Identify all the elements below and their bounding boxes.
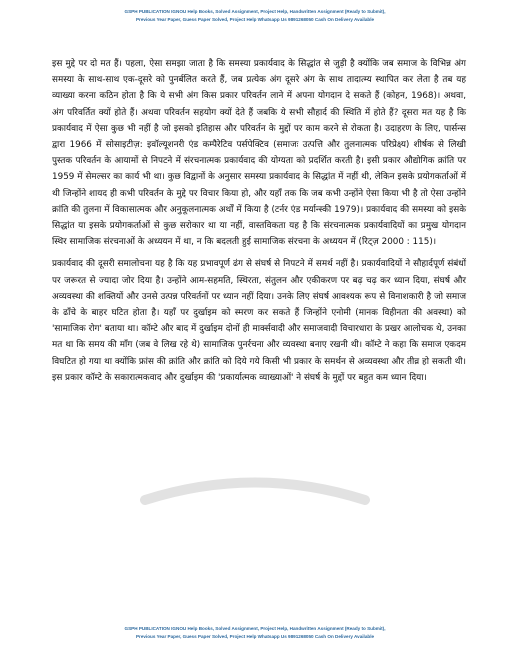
- paragraph-2: प्रकार्यवाद की दूसरी समालोचना यह है कि यह प्रभावपूर्ण ढंग से संघर्ष से निपटने में समर्थ नहीं है। प्रकार्यवादियों ने सौहार्दपूर्ण संबंधों पर जरूरत से ज्यादा जोर दिया है। उन्होंने आम-सहमति, स्थिरता, संतुलन और एकीकरण पर बढ़ चढ़ कर ध्यान दिया, संघर्ष और अव्यवस्था की शक्तियों और उनसे उत्पन्न परिवर्तनों पर ध्यान नहीं दिया। उनके लिए संघर्ष आवश्यक रूप से विनाशकारी है जो समाज के ढाँचे के बाहर घटित होता है। यहाँ पर दुर्खाइम को स्मरण कर सकते हैं जिन्होंने एनोमी (मानक विहीनता की अवस्था) को 'सामाजिक रोग' बताया था। कॉम्टे और बाद में दुर्खाइम दोनों ही मार्क्सवादी और समाजवादी विचारधारा के प्रखर आलोचक थे, उनका मत था कि समय की माँग (जब वे लिख रहे थे) सामाजिक पुनर्रचना और व्यवस्था बनाए रखनी थी। कॉम्टे ने कहा कि समाज एकदम विघटित हो गया था क्योंकि फ्रांस की क्रांति और क्रांति को दिये गये किसी भी प्रकार के समर्थन से अव्यवस्था और तीव्र हो सकती थी। इस प्रकार कॉम्टे के सकारात्मकवाद और दुर्खाइम की 'प्रकार्यात्मक व्याख्याओं' ने संघर्ष के मुद्दों पर बहुत कम ध्यान दिया।: [52, 259, 466, 383]
- footer-line-2: Previous Year Paper, Guess Paper Solved, Project Help Whatsapp Us 9891268050 Cash On Delivery Available: [135, 634, 375, 639]
- header-line-2: Previous Year Paper, Guess Paper Solved, Project Help Whatsapp Us 9891268050 Cash On Delivery Available: [135, 17, 375, 22]
- page-footer: [40, 625, 470, 641]
- paragraph-1: इस मुद्दे पर दो मत हैं। पहला, ऐसा समझा जाता है कि समस्या प्रकार्यवाद के सिद्धांत से जुड़ी है क्योंकि जब समाज के विभिन्न अंग समस्या के साथ-साथ एक-दूसरे को पुनर्बलित करते हैं, जब प्रत्येक अंग दूसरे अंग के साथ तादात्म्य स्थापित कर लेता है तब यह व्याख्या करना कठिन होता है कि ये सभी अंग किस प्रकार परिवर्तन लाने में अपना योगदान दे सकते हैं (कोहन, 1968)। अथवा, अंग परिवर्तित क्यों होते हैं। अथवा परिवर्तन सहयोग क्यों देते हैं जबकि ये सभी सौहार्द की स्थिति में होते हैं? दूसरा मत यह है कि प्रकार्यवाद में ऐसा कुछ भी नहीं है जो इसको इतिहास और परिवर्तन के मुद्दों पर काम करने से रोकता है। उदाहरण के लिए, पार्सन्स द्वारा 1966 में सोसाइटीज़: इवॉल्यूशनरी एंड कम्पैरेटिव पर्सपेक्टिव (समाजः उत्पत्ति और तुलनात्मक परिप्रेक्ष्य) शीर्षक से लिखी पुस्तक परिवर्तन के आयामों से निपटने में संरचनात्मक प्रकार्यवाद की योग्यता को प्रदर्शित करती है। इसी प्रकार औद्योगिक क्रांति पर 1959 में सेमल्सर का कार्य भी था। कुछ विद्वानों के अनुसार समस्या प्रकार्यवाद के सिद्धांत में नहीं थी, लेकिन इसके प्रयोगकर्ताओं में थी जिन्होंने शायद ही कभी परिवर्तन के मुद्दे पर विचार किया हो, और यहाँ तक कि जब कभी उन्होंने ऐसा किया भी है तो ऐसा उन्होंने क्रांति की तुलना में विकासात्मक और अनुकूलनात्मक अर्थों में किया है (टर्नर एंड मर्यान्स्की 1979)। प्रकार्यवाद की समस्या को इसके सिद्धांत या इसके प्रयोगकर्ताओं से कुछ सरोकार था या नहीं, वास्तविकता यह है कि संरचनात्मक प्रकार्यवादियों का प्रमुख योगदान स्थिर सामाजिक संरचनाओं के अध्ययन में था, न कि बदलती हुई सामाजिक संरचना के अध्ययन में (रिट्ज़ 2000 : 115)।: [52, 59, 466, 248]
- footer-line-1: GSPH PUBLICATION IGNOU Help Books, Solved Assignment, Project Help, Handwritten Assignment (Ready to Submit),: [124, 626, 386, 631]
- header-line-1: GSPH PUBLICATION IGNOU Help Books, Solved Assignment, Project Help, Handwritten Assignment (Ready to Submit),: [124, 9, 386, 14]
- document-body: [52, 56, 466, 392]
- watermark-logo: [135, 470, 375, 510]
- page-header: [40, 8, 470, 24]
